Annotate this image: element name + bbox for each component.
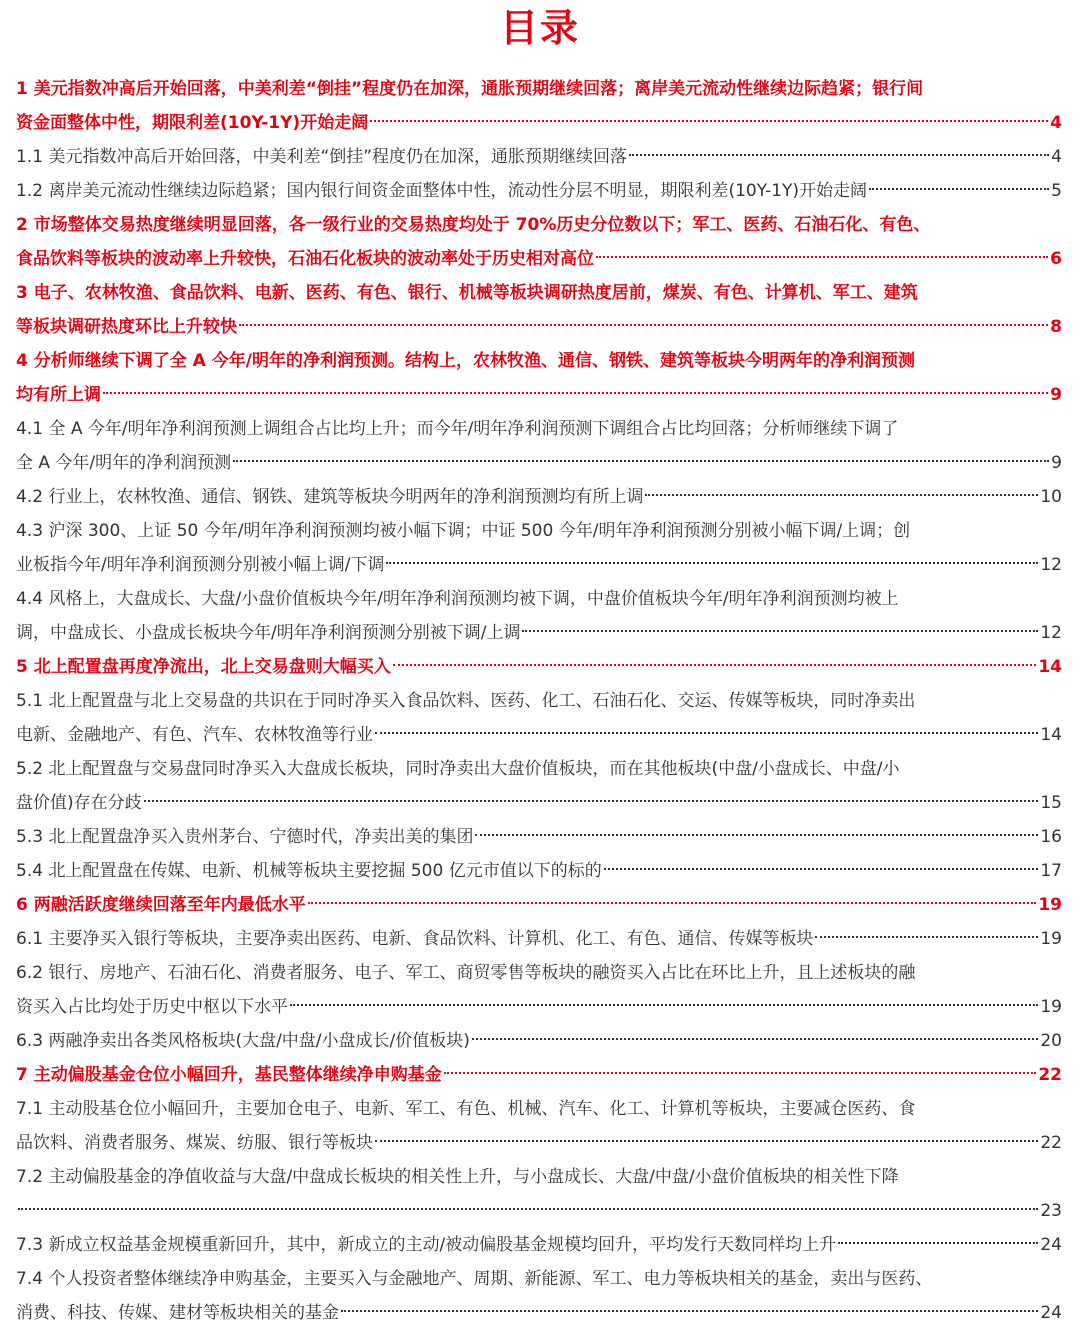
toc-section-entry[interactable] — [16, 1058, 1062, 1092]
dot-leader — [629, 154, 1049, 156]
toc-entry-text: 资买入占比均处于历史中枢以下水平 — [16, 997, 288, 1017]
dot-leader — [645, 494, 1038, 496]
toc-entry-line — [16, 616, 1062, 650]
toc-subsection-entry[interactable] — [16, 922, 1062, 956]
dot-leader — [341, 1310, 1038, 1312]
toc-page-number: 16 — [1040, 827, 1062, 847]
toc-entry-text: 消费、科技、传媒、建材等板块相关的基金 — [16, 1303, 339, 1323]
toc-page-number: 14 — [1040, 725, 1062, 745]
dot-leader — [375, 732, 1038, 734]
toc-subsection-entry[interactable] — [16, 582, 1062, 650]
toc-entry-text: 全 A 今年/明年的净利润预测 — [16, 453, 232, 473]
toc-page-number: 8 — [1050, 317, 1062, 337]
toc-entry-text: 1 美元指数冲高后开始回落，中美利差“倒挂”程度仍在加深，通胀预期继续回落；离岸美元流动性继续边际趋紧；银行间 — [16, 79, 924, 99]
toc-entry-text: 7.2 主动偏股基金的净值收益与大盘/中盘成长板块的相关性上升，与小盘成长、大盘/中盘/小盘价值板块的相关性下降 — [16, 1167, 899, 1187]
toc-page-number: 24 — [1040, 1235, 1062, 1255]
toc-entry-text: 6.1 主要净买入银行等板块，主要净卖出医药、电新、食品饮料、计算机、化工、有色、通信、传媒等板块 — [16, 929, 814, 949]
toc-subsection-entry[interactable] — [16, 1160, 1062, 1228]
toc-subsection-entry[interactable] — [16, 752, 1062, 820]
toc-subsection-entry[interactable] — [16, 1092, 1062, 1160]
toc-page-number: 5 — [1051, 181, 1062, 201]
dot-leader — [444, 1072, 1037, 1074]
toc-entry-text: 7.1 主动股基仓位小幅回升，主要加仓电子、电新、军工、有色、机械、汽车、化工、计算机等板块，主要减仓医药、食 — [16, 1099, 916, 1119]
toc-entry-text: 7.4 个人投资者整体继续净申购基金，主要买入与金融地产、周期、新能源、军工、电力等板块相关的基金，卖出与医药、 — [16, 1269, 933, 1289]
toc-entry-text: 4.3 沪深 300、上证 50 今年/明年净利润预测均被小幅下调；中证 500 今年/明年净利润预测分别被小幅下调/上调；创 — [16, 521, 911, 541]
toc-entry-line — [16, 990, 1062, 1024]
toc-page-number: 9 — [1050, 385, 1062, 405]
toc-entry-line — [16, 242, 1062, 276]
toc-entry-text: 3 电子、农林牧渔、食品饮料、电新、医药、有色、银行、机械等板块调研热度居前，煤炭、有色、计算机、军工、建筑 — [16, 283, 918, 303]
toc-entry-text: 5 北上配置盘再度净流出，北上交易盘则大幅买入 — [16, 657, 391, 677]
toc-entry-line — [16, 922, 1062, 956]
toc-entry-text: 2 市场整体交易热度继续明显回落，各一级行业的交易热度均处于 70%历史分位数以下；军工、医药、石油石化、有色、 — [16, 215, 931, 235]
toc-entry-text: 1.2 离岸美元流动性继续边际趋紧；国内银行间资金面整体中性，流动性分层不明显，期限利差(10Y-1Y)开始走阔 — [16, 181, 868, 201]
toc-subsection-entry[interactable] — [16, 854, 1062, 888]
toc-entry-line — [16, 1024, 1062, 1058]
toc-subsection-entry[interactable] — [16, 480, 1062, 514]
toc-subsection-entry[interactable] — [16, 514, 1062, 582]
dot-leader — [233, 460, 1049, 462]
toc-entry-text: 6.3 两融净卖出各类风格板块(大盘/中盘/小盘成长/价值板块) — [16, 1031, 470, 1051]
toc-section-entry[interactable] — [16, 888, 1062, 922]
toc-page-number: 12 — [1040, 555, 1062, 575]
toc-entry-text: 5.3 北上配置盘净买入贵州茅台、宁德时代，净卖出美的集团 — [16, 827, 474, 847]
dot-leader — [239, 324, 1048, 326]
dot-leader — [596, 256, 1048, 258]
toc-subsection-entry[interactable] — [16, 174, 1062, 208]
toc-entry-text: 电新、金融地产、有色、汽车、农林牧渔等行业 — [16, 725, 373, 745]
dot-leader — [522, 630, 1038, 632]
toc-page-number: 19 — [1040, 997, 1062, 1017]
toc-entry-line — [16, 480, 1062, 514]
toc-page-number: 24 — [1040, 1303, 1062, 1323]
toc-entry-text: 6.2 银行、房地产、石油石化、消费者服务、电子、军工、商贸零售等板块的融资买入占比在环比上升，且上述板块的融 — [16, 963, 916, 983]
toc-page-number: 22 — [1040, 1133, 1062, 1153]
toc-entry-text: 4.1 全 A 今年/明年净利润预测上调组合占比均上升；而今年/明年净利润预测下调组合占比均回落；分析师继续下调了 — [16, 419, 899, 439]
toc-entry-line — [16, 718, 1062, 752]
toc-subsection-entry[interactable] — [16, 140, 1062, 174]
toc-entry-line — [16, 140, 1062, 174]
toc-section-entry[interactable] — [16, 208, 1062, 276]
toc-list — [16, 72, 1062, 1330]
toc-page-number: 12 — [1040, 623, 1062, 643]
toc-entry-line — [16, 786, 1062, 820]
toc-entry-line — [16, 1058, 1062, 1092]
toc-entry-line — [16, 1296, 1062, 1330]
dot-leader — [472, 1038, 1038, 1040]
toc-page-number: 19 — [1038, 895, 1062, 915]
toc-entry-line — [16, 1194, 1062, 1228]
dot-leader — [18, 1208, 1038, 1210]
toc-entry-line — [16, 650, 1062, 684]
toc-page-number: 23 — [1040, 1201, 1062, 1221]
dot-leader — [290, 1004, 1038, 1006]
toc-subsection-entry[interactable] — [16, 956, 1062, 1024]
toc-entry-text: 等板块调研热度环比上升较快 — [16, 317, 237, 337]
toc-entry-text: 业板指今年/明年净利润预测分别被小幅上调/下调 — [16, 555, 385, 575]
toc-entry-line — [16, 378, 1062, 412]
toc-entry-text: 6 两融活跃度继续回落至年内最低水平 — [16, 895, 306, 915]
dot-leader — [604, 868, 1039, 870]
toc-entry-line — [16, 1126, 1062, 1160]
dot-leader — [103, 392, 1048, 394]
toc-entry-line — [16, 820, 1062, 854]
toc-subsection-entry[interactable] — [16, 1228, 1062, 1262]
dot-leader — [838, 1242, 1038, 1244]
toc-entry-line — [16, 1228, 1062, 1262]
toc-page-number: 17 — [1040, 861, 1062, 881]
toc-entry-text: 4.4 风格上，大盘成长、大盘/小盘价值板块今年/明年净利润预测均被下调，中盘价值板块今年/明年净利润预测均被上 — [16, 589, 899, 609]
toc-entry-text: 5.1 北上配置盘与北上交易盘的共识在于同时净买入食品饮料、医药、化工、石油石化、交运、传媒等板块，同时净卖出 — [16, 691, 916, 711]
toc-subsection-entry[interactable] — [16, 684, 1062, 752]
toc-entry-text: 资金面整体中性，期限利差(10Y-1Y)开始走阔 — [16, 113, 369, 133]
toc-entry-text: 7 主动偏股基金仓位小幅回升，基民整体继续净申购基金 — [16, 1065, 442, 1085]
dot-leader — [815, 936, 1038, 938]
toc-entry-line — [16, 310, 1062, 344]
toc-entry-line — [16, 854, 1062, 888]
toc-entry-text: 4 分析师继续下调了全 A 今年/明年的净利润预测。结构上，农林牧渔、通信、钢铁、建筑等板块今明两年的净利润预测 — [16, 351, 915, 371]
toc-page-number: 22 — [1038, 1065, 1062, 1085]
toc-entry-text: 调，中盘成长、小盘成长板块今年/明年净利润预测分别被下调/上调 — [16, 623, 521, 643]
toc-section-entry[interactable] — [16, 650, 1062, 684]
toc-page-number: 4 — [1051, 147, 1062, 167]
toc-page-number: 9 — [1051, 453, 1062, 473]
toc-section-entry[interactable] — [16, 72, 1062, 140]
toc-subsection-entry[interactable] — [16, 820, 1062, 854]
dot-leader — [308, 902, 1037, 904]
toc-entry-text: 5.2 北上配置盘与交易盘同时净买入大盘成长板块，同时净卖出大盘价值板块，而在其他板块(中盘/小盘成长、中盘/小 — [16, 759, 900, 779]
dot-leader — [386, 562, 1038, 564]
toc-entry-text: 5.4 北上配置盘在传媒、电新、机械等板块主要挖掘 500 亿元市值以下的标的 — [16, 861, 602, 881]
dot-leader — [144, 800, 1039, 802]
dot-leader — [393, 664, 1037, 666]
toc-page-number: 6 — [1050, 249, 1062, 269]
toc-page-number: 19 — [1040, 929, 1062, 949]
toc-entry-text: 食品饮料等板块的波动率上升较快，石油石化板块的波动率处于历史相对高位 — [16, 249, 594, 269]
dot-leader — [375, 1140, 1038, 1142]
toc-subsection-entry[interactable] — [16, 1024, 1062, 1058]
dot-leader — [869, 188, 1049, 190]
toc-section-entry[interactable] — [16, 276, 1062, 344]
toc-entry-line — [16, 888, 1062, 922]
toc-entry-text: 7.3 新成立权益基金规模重新回升，其中，新成立的主动/被动偏股基金规模均回升，平均发行天数同样均上升 — [16, 1235, 837, 1255]
toc-page-number: 15 — [1040, 793, 1062, 813]
toc-entry-text: 品饮料、消费者服务、煤炭、纺服、银行等板块 — [16, 1133, 373, 1153]
toc-subsection-entry[interactable] — [16, 412, 1062, 480]
toc-entry-text: 1.1 美元指数冲高后开始回落，中美利差“倒挂”程度仍在加深，通胀预期继续回落 — [16, 147, 628, 167]
toc-subsection-entry[interactable] — [16, 1262, 1062, 1330]
toc-entry-line — [16, 174, 1062, 208]
toc-entry-line — [16, 548, 1062, 582]
toc-page-number: 10 — [1040, 487, 1062, 507]
toc-page-number: 4 — [1050, 113, 1062, 133]
toc-section-entry[interactable] — [16, 344, 1062, 412]
dot-leader — [475, 834, 1038, 836]
toc-page-number: 14 — [1038, 657, 1062, 677]
toc-entry-line — [16, 106, 1062, 140]
toc-entry-text: 盘价值)存在分歧 — [16, 793, 142, 813]
toc-entry-line — [16, 446, 1062, 480]
toc-page-number: 20 — [1040, 1031, 1062, 1051]
toc-title: 目录 — [499, 6, 580, 50]
toc-entry-text: 4.2 行业上，农林牧渔、通信、钢铁、建筑等板块今明两年的净利润预测均有所上调 — [16, 487, 644, 507]
toc-entry-text: 均有所上调 — [16, 385, 101, 405]
dot-leader — [370, 120, 1048, 122]
